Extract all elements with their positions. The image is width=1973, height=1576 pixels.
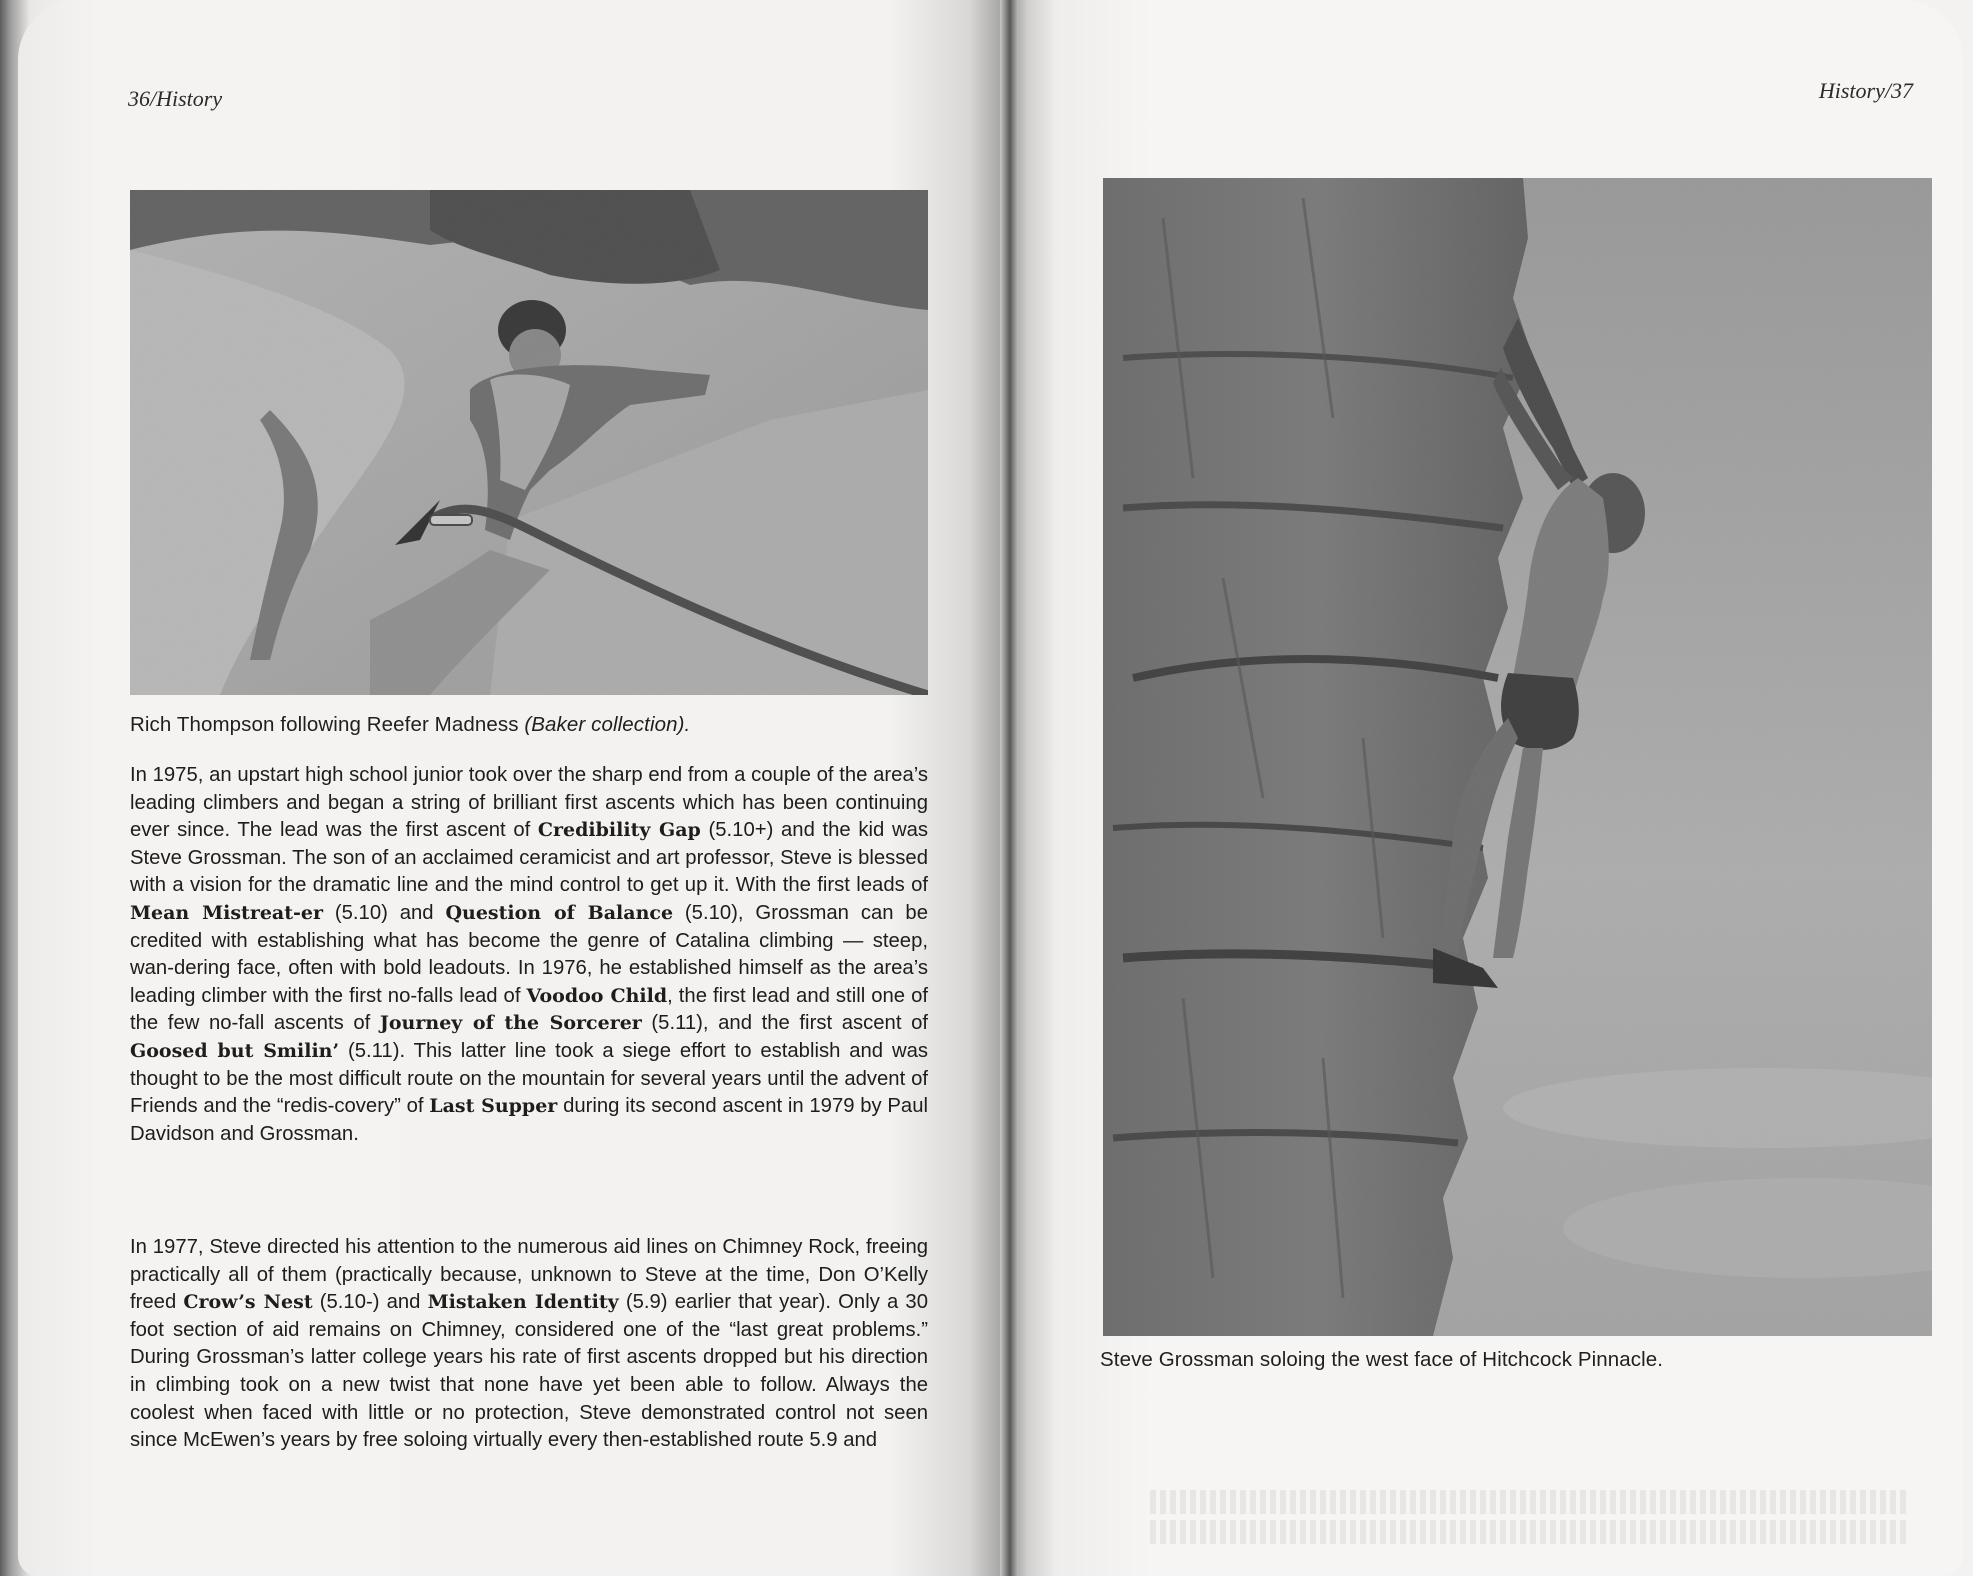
left-photo bbox=[130, 190, 928, 695]
route-name: Credibility Gap bbox=[537, 819, 701, 842]
left-page-folio: 36/History bbox=[128, 86, 223, 111]
body-paragraph-1 bbox=[130, 762, 928, 1148]
book-gutter bbox=[1000, 0, 1018, 1576]
paragraph-text: (5.9) earlier that year). Only a 30 foot section of aid remains on Chimney, considered one of the “last great problems.” During Grossman’s latter college years his rate of first ascents dropped but his direction in climbing took on a new twist that none have yet been able to follow. Always the coolest when faced with little or no protection, Steve demonstrated control not seen since McEwen’s years by free soloing virtually every then-established route 5.9 and bbox=[130, 1291, 928, 1452]
route-name: Last Supper bbox=[429, 1095, 558, 1118]
paragraph-text: In 1975, an upstart high school junior took over the sharp end from a couple of the area’s leading climbers and began a string of brilliant first ascents which has been continuing ever since. The lead was the first ascent of bbox=[130, 764, 928, 842]
route-name: Mistaken Identity bbox=[427, 1291, 619, 1314]
paragraph-text: (5.11). This latter line took a siege effort to establish and was thought to be the most difficult route on the mountain for several years until the advent of Friends and the “redis-covery” of bbox=[130, 1039, 929, 1118]
paragraph-text: (5.10+) and the kid was Steve Grossman. The son of an acclaimed ceramicist and art professor, Steve is blessed with a vision for the dramatic line and the mind control to get up it. With the first leads of bbox=[130, 819, 929, 897]
route-name: Voodoo Child bbox=[526, 984, 668, 1007]
route-name: Journey of the Sorcerer bbox=[379, 1012, 642, 1035]
body-paragraph-2 bbox=[130, 1234, 928, 1455]
climber-slab-photo bbox=[130, 190, 928, 695]
paragraph-text: (5.11), and the first ascent of bbox=[641, 1012, 928, 1035]
route-name: Goosed but Smilin’ bbox=[130, 1039, 340, 1062]
right-page-folio: History/37 bbox=[1818, 78, 1913, 103]
paragraph-text: during its second ascent in 1979 by Paul Davidson and Grossman. bbox=[130, 1095, 929, 1145]
show-through-text bbox=[1150, 1520, 1910, 1544]
left-photo-caption bbox=[130, 713, 930, 737]
caption-credit: (Baker collection). bbox=[524, 713, 691, 736]
paragraph-text: (5.10), Grossman can be credited with establishing what has become the genre of Catalina climbing — steep, wan-dering face, often with bold leadouts. In 1976, he established himself as the area’s leading climber with the first no-falls lead of bbox=[130, 901, 928, 1007]
caption-text: Rich Thompson following Reefer Madness bbox=[130, 713, 525, 736]
route-name: Question of Balance bbox=[445, 901, 674, 924]
route-name: Crow’s Nest bbox=[183, 1291, 313, 1314]
paragraph-text: (5.10) and bbox=[323, 901, 446, 924]
paragraph-text: (5.10-) and bbox=[312, 1291, 428, 1314]
paragraph-text: , the first lead and still one of the few no-fall ascents of bbox=[130, 984, 929, 1035]
route-name: Mean Mistreat-er bbox=[130, 901, 323, 924]
show-through-text bbox=[1150, 1490, 1910, 1514]
paragraph-text: In 1977, Steve directed his attention to the numerous aid lines on Chimney Rock, freeing practically all of them (practically because, unknown to Steve at the time, Don O’Kelly freed bbox=[130, 1236, 928, 1314]
right-photo-caption: Steve Grossman soloing the west face of Hitchcock Pinnacle. bbox=[1100, 1348, 1664, 1371]
pinnacle-solo-photo bbox=[1103, 178, 1932, 1336]
right-photo bbox=[1103, 178, 1932, 1336]
